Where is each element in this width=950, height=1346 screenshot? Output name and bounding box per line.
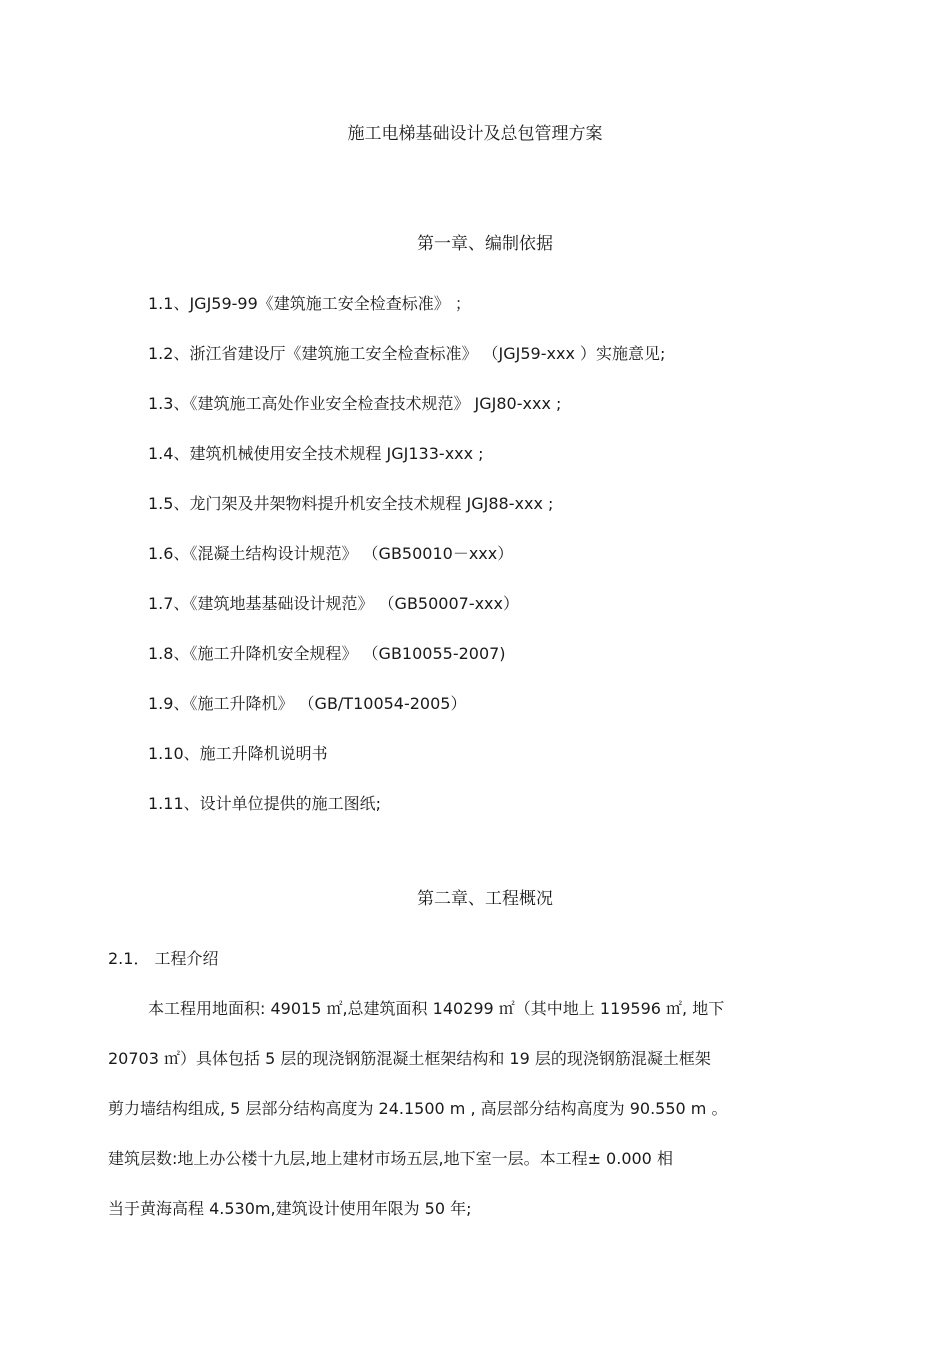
reference-text: 、设计单位提供的施工图纸; [183, 794, 382, 813]
reference-number: 1.11 [148, 794, 184, 813]
document-title: 施工电梯基础设计及总包管理方案 [347, 124, 603, 144]
reference-number: 1.4 [148, 444, 174, 463]
reference-item [148, 642, 665, 692]
reference-item [148, 542, 665, 592]
reference-text: 、《建筑地基基础设计规范》 （GB50007-xxx） [173, 594, 519, 613]
paragraph-line: 剪力墙结构组成, 5 层部分结构高度为 24.1500 m , 高层部分结构高度为 90.550 m 。 [108, 1099, 728, 1118]
reference-number: 1.3 [148, 394, 174, 413]
reference-number: 1.10 [148, 744, 184, 763]
reference-number: 1.5 [148, 494, 174, 513]
reference-item [148, 342, 665, 392]
reference-item [148, 392, 665, 442]
reference-list [148, 292, 665, 842]
chapter-2-heading: 第二章、工程概况 [417, 889, 553, 909]
reference-text: 、《施工升降机》 （GB/T10054-2005） [173, 694, 467, 713]
reference-number: 1.9 [148, 694, 174, 713]
section-heading: 2.1． 工程介绍 [108, 949, 219, 968]
reference-item [148, 492, 665, 542]
reference-item [148, 442, 665, 492]
paragraph-line: 本工程用地面积: 49015 ㎡,总建筑面积 140299 ㎡（其中地上 119596 ㎡, 地下 [148, 999, 725, 1018]
reference-text: 、JGJ59-99《建筑施工安全检查标准》 ； [173, 294, 471, 313]
reference-number: 1.1 [148, 294, 174, 313]
reference-number: 1.2 [148, 344, 174, 363]
reference-item [148, 592, 665, 642]
reference-number: 1.8 [148, 644, 174, 663]
reference-text: 、施工升降机说明书 [183, 744, 328, 763]
reference-text: 、《建筑施工高处作业安全检查技术规范》 JGJ80-xxx ; [173, 394, 562, 413]
reference-number: 1.6 [148, 544, 174, 563]
paragraph-line: 20703 ㎡）具体包括 5 层的现浇钢筋混凝土框架结构和 19 层的现浇钢筋混凝土框架 [108, 1049, 711, 1068]
project-overview-paragraph [108, 997, 838, 1247]
reference-text: 、《施工升降机安全规程》 （GB10055-2007) [173, 644, 506, 663]
paragraph-line: 建筑层数:地上办公楼十九层,地上建材市场五层,地下室一层。本工程± 0.000 相 [108, 1149, 673, 1168]
reference-item [148, 792, 665, 842]
reference-item [148, 742, 665, 792]
reference-text: 、《混凝土结构设计规范》 （GB50010－xxx） [173, 544, 514, 563]
reference-text: 、龙门架及井架物料提升机安全技术规程 JGJ88-xxx ; [173, 494, 554, 513]
paragraph-line: 当于黄海高程 4.530m,建筑设计使用年限为 50 年; [108, 1199, 472, 1218]
reference-text: 、浙江省建设厅《建筑施工安全检查标准》 （JGJ59-xxx ）实施意见; [173, 344, 666, 363]
chapter-1-heading: 第一章、编制依据 [417, 234, 553, 254]
reference-number: 1.7 [148, 594, 174, 613]
reference-item [148, 292, 665, 342]
reference-text: 、建筑机械使用安全技术规程 JGJ133-xxx ; [173, 444, 484, 463]
reference-item [148, 692, 665, 742]
